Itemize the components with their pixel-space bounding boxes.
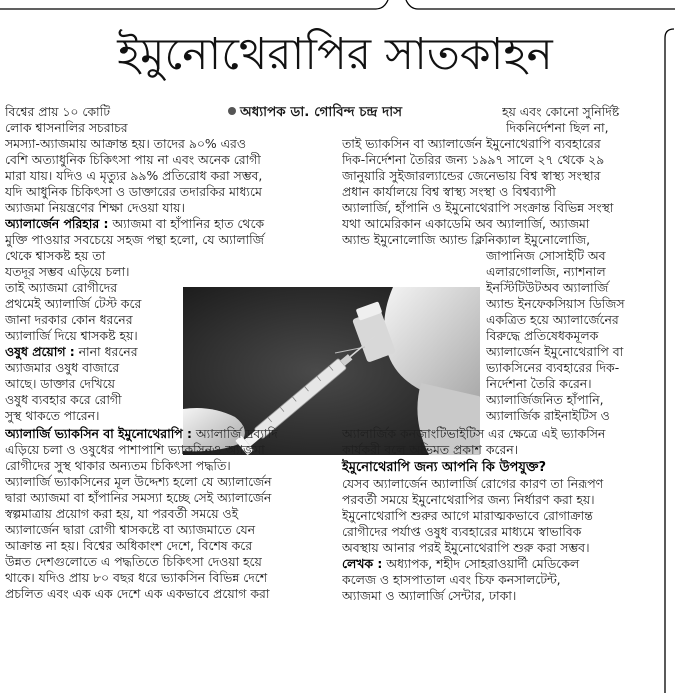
text-line: অ্যালার্জেন ইমুনোথেরাপি বা: [486, 344, 624, 359]
text-line: অবস্থায় আনার পরই ইমুনোথেরাপি শুরু করা সম্ভব।: [342, 540, 590, 555]
text-line: যেসব অ্যালার্জেন অ্যালার্জি রোগের কারণ তা নিরূপণ: [342, 476, 604, 491]
text-line: উন্নত দেশগুলোতে এ পদ্ধতিতে চিকিৎসা দেওয়া হয়ে: [5, 554, 262, 569]
text-line: অ্যালার্জি দিয়ে শ্বাসকষ্ট হয়।: [5, 328, 138, 343]
text-line: হয় এবং কোনো সুনির্দিষ্ট: [502, 104, 620, 119]
text-line: অ্যালার্জিক রাইনাইটিস ও: [486, 408, 610, 423]
text-line: লোক শ্বাসনালির সচরাচর: [5, 120, 128, 135]
text-line: ইমুনোথেরাপি শুরুর আগে মারাত্মকভাবে রোগাক্রান্ত: [342, 508, 593, 523]
text-line: অ্যালার্জেন দ্বারা রোগী শ্বাসকষ্টে বা অ্যাজমাতে যেন: [5, 522, 256, 537]
text-line: আক্রান্ত না হয়। বিশ্বের অধিকাংশ দেশে, বিশেষ করে: [5, 538, 253, 553]
text-line: অ্যাজমা নিয়ন্ত্রণের শিক্ষা দেওয়া যায়।: [5, 200, 185, 215]
text-line: দিকনির্দেশনা ছিল না,: [506, 120, 609, 135]
text-line: ভ্যাকসিনের ব্যবহারের দিক-: [486, 360, 620, 375]
text-line: অ্যালার্জি ভ্যাকসিন বা ইমুনোথেরাপি : অ্যালার্জি দ্রব্যাদি: [5, 426, 278, 441]
byline-bullet-icon: [228, 107, 236, 115]
text-line: জাপানিজ সোসাইটি অব: [486, 248, 606, 263]
text-line: রোগীদের পর্যাপ্ত ওষুধ ব্যবহারের মাধ্যমে স্বাভাবিক: [342, 524, 582, 539]
text-line: বেশি অত্যাধুনিক চিকিৎসা পায় না এবং অনেক রোগী: [5, 152, 261, 167]
text-line: বিশ্বের প্রায় ১০ কোটি: [5, 104, 110, 119]
article-title: ইমুনোথেরাপির সাতকাহন: [117, 29, 553, 80]
text-line: তাই ভ্যাকসিন বা অ্যালার্জেন ইমুনোথেরাপি ব্যবহারের: [342, 136, 601, 151]
text-line: অ্যালার্জিক কনজাংটিভাইটিস এর ক্ষেত্রে এই ভ্যাকসিন: [342, 426, 606, 441]
text-line: স্বল্পমাত্রায় প্রয়োগ করা হয়, যা পরবর্তী সময়ে ওই: [5, 506, 239, 521]
text-line: অ্যালার্জি, হাঁপানি ও ইমুনোথেরাপি সংক্রান্ত বিভিন্ন সংস্থা: [342, 200, 614, 215]
text-line: এড়িয়ে চলা ও ওষুধের পাশাপাশি ভ্যাকসিনও অ্যাজমা: [5, 442, 265, 457]
author-line: লেখক : অধ্যাপক, শহীদ সোহরাওয়ার্দী মেডিকেল: [342, 556, 580, 571]
text-line: অ্যালার্জিজনিত হাঁপানি,: [486, 392, 604, 407]
text-line: দিক-নির্দেশনা তৈরির জন্য ১৯৯৭ সালে ২৭ থেকে ২৯: [342, 152, 605, 167]
text-line: এলারগোলজি, ন্যাশনাল: [486, 264, 606, 279]
text-line: অ্যাজমার ওষুধ বাজারে: [5, 360, 120, 375]
text-line: প্রথমেই অ্যালার্জি টেস্ট করে: [5, 296, 142, 311]
text-line: ইনস্টিটিউটঅব অ্যালার্জি: [486, 280, 609, 295]
text-line: যতদূর সম্ভব এড়িয়ে চলা।: [5, 264, 130, 279]
text-line: ওষুধ প্রয়োগ : নানা ধরনের: [5, 344, 138, 359]
text-line: একত্রিত হয়ে অ্যালার্জেনের: [486, 312, 619, 327]
text-line: থাকে। যদিও প্রায় ৮০ বছর ধরে ভ্যাকসিন বিভিন্ন দেশে: [5, 570, 268, 585]
text-line: ওষুধ ব্যবহার করে রোগী: [5, 392, 122, 407]
text-line: যদি আধুনিক চিকিৎসা ও ডাক্তারের তদারকির মাধ্যমে: [5, 184, 262, 199]
text-line: অ্যাজমা ও অ্যালার্জি সেন্টার, ঢাকা।: [342, 588, 517, 603]
text-line: অ্যান্ড ইমুনোলোজি অ্যান্ড ক্লিনিক্যাল ইমুনোলোজি,: [342, 232, 591, 247]
text-line: জানা দরকার কোন ধরনের: [5, 312, 133, 327]
text-line: যথা আমেরিকান একাডেমি অব অ্যালার্জি, অ্যাজমা: [342, 216, 590, 231]
text-line: অ্যালার্জেন পরিহার : অ্যাজমা বা হাঁপানির হাত থেকে: [5, 216, 265, 231]
text-line: নির্দেশনা তৈরি করেন।: [486, 376, 592, 391]
text-line: থেকে শ্বাসকষ্ট হয় তা: [5, 248, 106, 263]
text-line: প্রচলিত এবং এক এক দেশে এক একভাবে প্রয়োগ করা: [5, 586, 270, 601]
byline-text: অধ্যাপক ডা. গোবিন্দ চন্দ্র দাস: [240, 104, 403, 120]
text-line: অ্যান্ড ইনফেকসিয়াস ডিজিস: [486, 296, 625, 311]
text-line: অ্যালার্জি ভ্যাকসিনের মূল উদ্দেশ্য হলো যে অ্যালার্জেন: [5, 474, 272, 489]
text-line: রোগীদের সুস্থ থাকার অন্যতম চিকিৎসা পদ্ধতি।: [5, 458, 231, 473]
text-line: সুস্থ থাকতে পারেন।: [5, 408, 100, 423]
text-line: তাই অ্যাজমা রোগীদের: [5, 280, 118, 295]
text-line: পরবর্তী সময়ে ইমুনোথেরাপির জন্য নির্ধারণ করা হয়।: [342, 492, 595, 507]
text-line: প্রধান কার্যালয়ে বিশ্ব স্বাস্থ্য সংস্থা ও বিশ্বব্যাপী: [342, 184, 556, 199]
text-line: আছে। ডাক্তার দেখিয়ে: [5, 376, 115, 391]
section-heading: ইমুনোথেরাপি জন্য আপনি কি উপযুক্ত?: [342, 460, 546, 475]
text-line: দ্বারা অ্যাজমা বা হাঁপানির সমস্যা হচ্ছে সেই অ্যালার্জেন: [5, 490, 272, 505]
text-line: কার্যকরী বলে অভিমত প্রকাশ করেন।: [342, 442, 519, 457]
page-right-rule: [662, 28, 675, 693]
article-byline: [228, 103, 473, 121]
text-line: বিরুদ্ধে প্রতিষেধকমূলক: [486, 328, 599, 343]
text-line: কলেজ ও হাসপাতাল এবং চিফ কনসালটেন্ট,: [342, 572, 561, 587]
text-line: মারা যায়। যদিও এ মৃত্যুর ৯৯% প্রতিরোধ করা সম্ভব,: [5, 168, 263, 183]
text-line: মুক্তি পাওয়ার সবচেয়ে সহজ পন্থা হলো, যে অ্যালার্জি: [5, 232, 264, 247]
text-line: সমস্যা-অ্যাজমায় আক্রান্ত হয়। তাদের ৯০% এরও: [5, 136, 246, 151]
text-line: জানুয়ারি সুইজারল্যান্ডের জেনেভায় বিশ্ব স্বাস্থ্য সংস্থার: [342, 168, 601, 183]
page-top-rule: [0, 0, 675, 20]
